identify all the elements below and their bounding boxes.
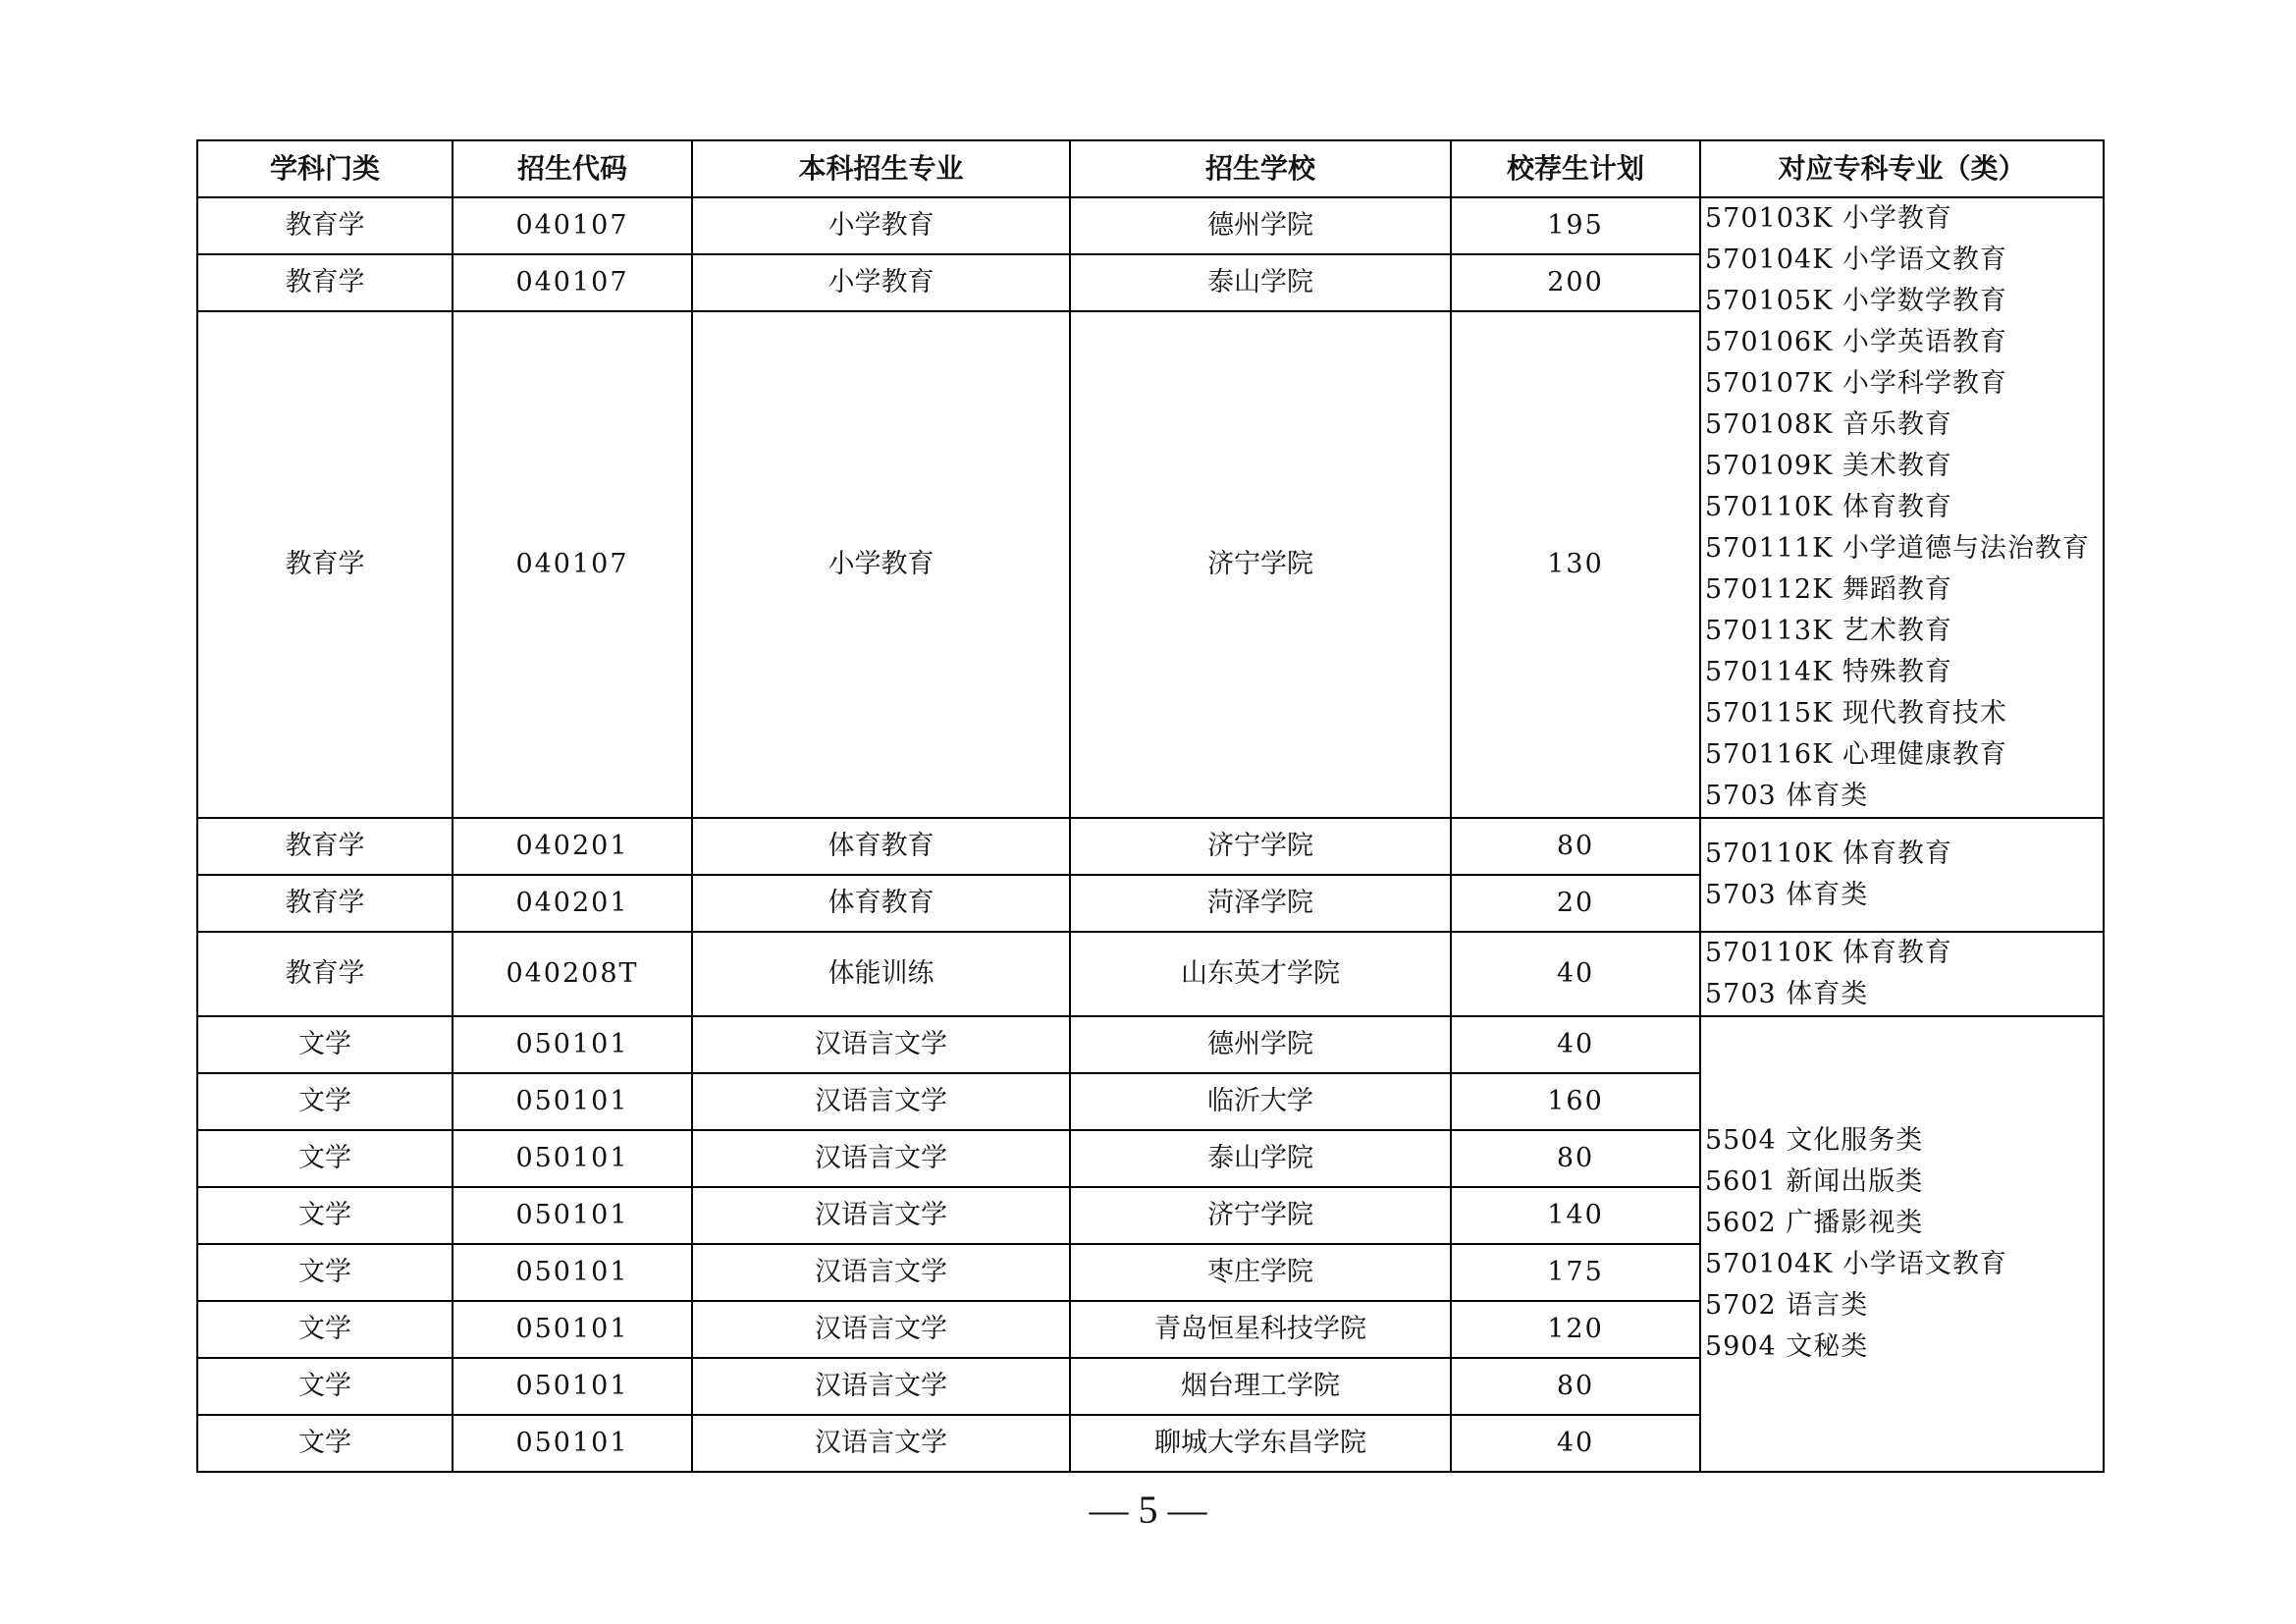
cell-category: 文学 xyxy=(197,1415,453,1472)
cell-school: 烟台理工学院 xyxy=(1070,1358,1451,1415)
mapping-line: 5904 文秘类 xyxy=(1705,1331,1869,1362)
cell-plan: 40 xyxy=(1451,1016,1700,1073)
mapping-line: 5702 语言类 xyxy=(1705,1290,1869,1321)
mapping-line: 570104K 小学语文教育 xyxy=(1705,244,2007,275)
page-number: — 5 — xyxy=(1089,1488,1207,1532)
cell-code: 040107 xyxy=(453,197,692,254)
cell-plan: 80 xyxy=(1451,818,1700,875)
cell-plan: 80 xyxy=(1451,1358,1700,1415)
mapping-line: 570103K 小学教育 xyxy=(1705,203,1952,234)
cell-plan: 120 xyxy=(1451,1301,1700,1358)
cell-category: 文学 xyxy=(197,1130,453,1187)
cell-plan: 80 xyxy=(1451,1130,1700,1187)
cell-major: 汉语言文学 xyxy=(692,1016,1070,1073)
mapping-line: 5504 文化服务类 xyxy=(1705,1125,1924,1156)
cell-school: 济宁学院 xyxy=(1070,311,1451,818)
cell-code: 050101 xyxy=(453,1073,692,1130)
mapping-line: 5601 新闻出版类 xyxy=(1705,1166,1924,1197)
cell-plan: 20 xyxy=(1451,875,1700,932)
mapping-line: 570104K 小学语文教育 xyxy=(1705,1249,2007,1279)
header-plan: 校荐生计划 xyxy=(1451,140,1700,197)
cell-code: 040201 xyxy=(453,875,692,932)
cell-plan: 40 xyxy=(1451,1415,1700,1472)
table-row xyxy=(197,1016,2104,1073)
table-header-row xyxy=(197,140,2104,197)
cell-mapping xyxy=(1700,932,2104,1016)
mapping-line: 570111K 小学道德与法治教育 xyxy=(1705,533,2090,564)
cell-school: 济宁学院 xyxy=(1070,818,1451,875)
mapping-line: 570116K 心理健康教育 xyxy=(1705,739,2007,770)
cell-mapping xyxy=(1700,818,2104,932)
cell-school: 枣庄学院 xyxy=(1070,1244,1451,1301)
cell-code: 050101 xyxy=(453,1187,692,1244)
cell-school: 青岛恒星科技学院 xyxy=(1070,1301,1451,1358)
cell-code: 050101 xyxy=(453,1130,692,1187)
cell-category: 教育学 xyxy=(197,818,453,875)
mapping-line: 570108K 音乐教育 xyxy=(1705,409,1952,440)
mapping-line: 570107K 小学科学教育 xyxy=(1705,368,2007,399)
mapping-line: 570105K 小学数学教育 xyxy=(1705,286,2007,316)
cell-code: 050101 xyxy=(453,1301,692,1358)
cell-major: 体能训练 xyxy=(692,932,1070,1016)
mapping-line: 5703 体育类 xyxy=(1705,880,1869,910)
cell-category: 教育学 xyxy=(197,197,453,254)
cell-category: 文学 xyxy=(197,1358,453,1415)
cell-category: 文学 xyxy=(197,1016,453,1073)
cell-code: 040208T xyxy=(453,932,692,1016)
cell-major: 小学教育 xyxy=(692,254,1070,311)
table-row xyxy=(197,197,2104,254)
cell-mapping xyxy=(1700,197,2104,818)
cell-code: 040107 xyxy=(453,254,692,311)
cell-code: 050101 xyxy=(453,1016,692,1073)
mapping-line: 570109K 美术教育 xyxy=(1705,451,1952,481)
enrollment-table xyxy=(196,139,2105,1473)
header-school: 招生学校 xyxy=(1070,140,1451,197)
cell-major: 汉语言文学 xyxy=(692,1244,1070,1301)
cell-major: 汉语言文学 xyxy=(692,1187,1070,1244)
cell-school: 菏泽学院 xyxy=(1070,875,1451,932)
cell-code: 040107 xyxy=(453,311,692,818)
header-mapping: 对应专科专业（类） xyxy=(1700,140,2104,197)
mapping-line: 570106K 小学英语教育 xyxy=(1705,327,2007,357)
cell-major: 汉语言文学 xyxy=(692,1130,1070,1187)
cell-code: 050101 xyxy=(453,1415,692,1472)
cell-major: 小学教育 xyxy=(692,197,1070,254)
cell-category: 文学 xyxy=(197,1244,453,1301)
mapping-line: 5602 广播影视类 xyxy=(1705,1208,1924,1238)
cell-category: 文学 xyxy=(197,1187,453,1244)
cell-school: 泰山学院 xyxy=(1070,254,1451,311)
cell-major: 汉语言文学 xyxy=(692,1358,1070,1415)
cell-school: 聊城大学东昌学院 xyxy=(1070,1415,1451,1472)
cell-category: 文学 xyxy=(197,1301,453,1358)
cell-major: 汉语言文学 xyxy=(692,1415,1070,1472)
cell-plan: 200 xyxy=(1451,254,1700,311)
cell-category: 教育学 xyxy=(197,254,453,311)
cell-plan: 195 xyxy=(1451,197,1700,254)
cell-major: 小学教育 xyxy=(692,311,1070,818)
header-code: 招生代码 xyxy=(453,140,692,197)
cell-major: 体育教育 xyxy=(692,875,1070,932)
cell-code: 050101 xyxy=(453,1358,692,1415)
mapping-line: 570112K 舞蹈教育 xyxy=(1705,574,1952,605)
cell-plan: 140 xyxy=(1451,1187,1700,1244)
cell-code: 040201 xyxy=(453,818,692,875)
cell-major: 汉语言文学 xyxy=(692,1301,1070,1358)
cell-major: 汉语言文学 xyxy=(692,1073,1070,1130)
cell-plan: 160 xyxy=(1451,1073,1700,1130)
cell-school: 德州学院 xyxy=(1070,1016,1451,1073)
cell-category: 教育学 xyxy=(197,932,453,1016)
cell-plan: 40 xyxy=(1451,932,1700,1016)
mapping-line: 5703 体育类 xyxy=(1705,979,1869,1009)
cell-plan: 175 xyxy=(1451,1244,1700,1301)
cell-category: 文学 xyxy=(197,1073,453,1130)
cell-school: 临沂大学 xyxy=(1070,1073,1451,1130)
mapping-line: 570113K 艺术教育 xyxy=(1705,616,1952,646)
mapping-line: 570114K 特殊教育 xyxy=(1705,657,1952,687)
table-row xyxy=(197,932,2104,1016)
cell-school: 山东英才学院 xyxy=(1070,932,1451,1016)
cell-school: 泰山学院 xyxy=(1070,1130,1451,1187)
cell-category: 教育学 xyxy=(197,311,453,818)
header-major: 本科招生专业 xyxy=(692,140,1070,197)
mapping-line: 570115K 现代教育技术 xyxy=(1705,698,2007,729)
mapping-line: 5703 体育类 xyxy=(1705,781,1869,811)
table-row xyxy=(197,818,2104,875)
cell-major: 体育教育 xyxy=(692,818,1070,875)
cell-code: 050101 xyxy=(453,1244,692,1301)
cell-school: 德州学院 xyxy=(1070,197,1451,254)
mapping-line: 570110K 体育教育 xyxy=(1705,839,1952,869)
mapping-line: 570110K 体育教育 xyxy=(1705,938,1952,968)
cell-mapping xyxy=(1700,1016,2104,1472)
cell-plan: 130 xyxy=(1451,311,1700,818)
cell-school: 济宁学院 xyxy=(1070,1187,1451,1244)
header-category: 学科门类 xyxy=(197,140,453,197)
cell-category: 教育学 xyxy=(197,875,453,932)
mapping-line: 570110K 体育教育 xyxy=(1705,492,1952,522)
